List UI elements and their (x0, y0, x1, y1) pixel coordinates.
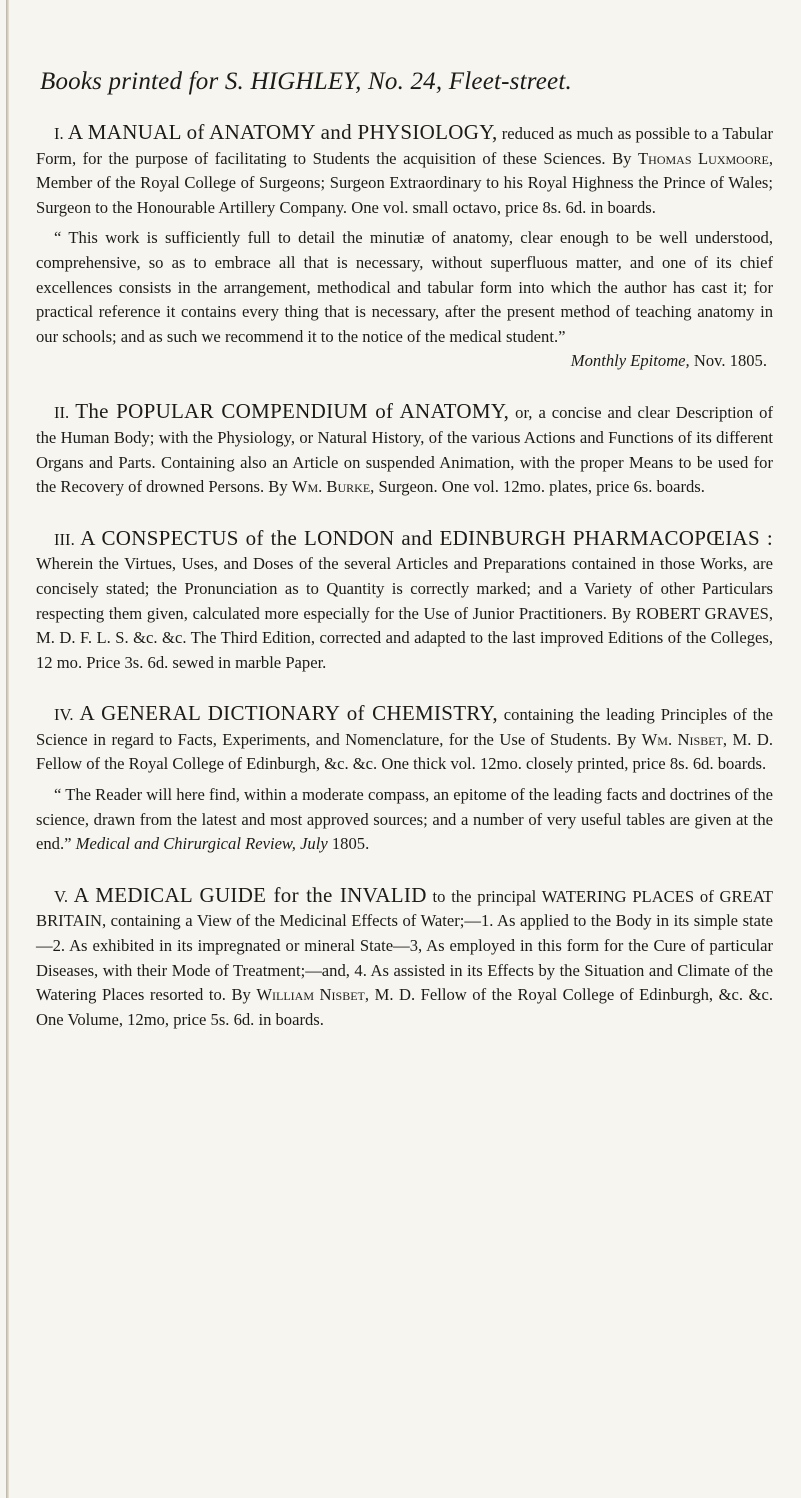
entry-description: containing the leading Principles of the Science in regard to Facts, Experiments, and Nomenclature, for the Use of Students. By (36, 705, 773, 749)
entry-body (36, 883, 773, 1033)
entry-title: A GENERAL DICTIONARY of CHEMISTRY, (79, 701, 498, 726)
entry-numeral: II. (54, 403, 70, 423)
entry-review (36, 226, 773, 373)
book-entry-2 (36, 399, 773, 499)
entry-numeral: V. (54, 886, 68, 906)
entry-description: Wherein the Virtues, Uses, and Doses of the several Articles and Preparations contained in those Works, are concisely stated; the Pronunciation as to Quantity is correctly marked; and a Variety of other Particulars respecting them given, calculated more especially for the Use of Junior Practitioners. By (36, 554, 773, 623)
entry-title: A MEDICAL GUIDE for the INVALID (73, 882, 427, 907)
book-entry-3 (36, 526, 773, 676)
entry-numeral: IV. (54, 705, 74, 725)
entry-description: to the principal WATERING PLACES of GREAT BRITAIN, containing a View of the Medicinal Effects of Water;—1. As applied to the Body in its simple state—2. As exhibited in its impregnated or mineral State—3, As employed in this form for the Cure of particular Diseases, with their Mode of Treatment;—and, 4. As assisted in its Effects by the Situation and Climate of the Watering Places resorted to. By (36, 886, 773, 1005)
entry-body (36, 120, 773, 220)
review-text: “ This work is sufficiently full to detail the minutiæ of anatomy, clear enough to be well understood, comprehensive, so as to embrace all that is necessary, without superfluous matter, and one of its chief excellences consists in the arrangement, methodical and tabular form into which the author has cast it; for practical reference it contains every thing that is necessary, after the present method of teaching anatomy in our schools; and as such we recommend it to the notice of the medical student.” (36, 228, 773, 346)
entry-body (36, 526, 773, 676)
entry-body (36, 701, 773, 777)
entry-title: A CONSPECTUS of the LONDON and EDINBURGH PHARMACOPŒIAS : (80, 525, 773, 550)
entry-title: The POPULAR COMPENDIUM of ANATOMY, (75, 399, 510, 424)
entry-description: reduced as much as possible to a Tabular Form, for the purpose of facilitating to Students the acquisition of these Sciences. By (36, 124, 773, 168)
entry-details: Fellow of the Royal College of Edinburgh, &c. &c. One thick vol. 12mo. closely printed, price 8s. 6d. boards. (36, 754, 767, 774)
entry-details: M. D. Fellow of the Royal College of Edinburgh, &c. &c. One Volume, 12mo, price 5s. 6d. in boards. (36, 985, 773, 1029)
entry-details: Member of the Royal College of Surgeons; Surgeon Extraordinary to his Royal Highness the Prince of Wales; Surgeon to the Honourable Artillery Company. One vol. small octavo, price 8s. 6d. in boards. (36, 173, 773, 217)
entry-numeral: III. (54, 529, 75, 549)
entry-details: The Third Edition, corrected and adapted to the last improved Editions of the Colleges, 12 mo. Price 3s. 6d. sewed in marble Paper. (36, 628, 773, 672)
entry-description: or, a concise and clear Description of the Human Body; with the Physiology, or Natural History, of the various Actions and Functions of its different Organs and Parts. Containing also an Article on suspended Animation, with the proper Means to be used for the Recovery of drowned Persons. By (36, 403, 773, 497)
entry-author: Thomas Luxmoore, (638, 148, 773, 168)
entry-author: William Nisbet, (256, 985, 370, 1005)
review-paragraph (36, 783, 773, 857)
review-source: Monthly Epitome, (570, 351, 690, 371)
review-date: Nov. 1805. (693, 351, 767, 371)
page-header (40, 68, 773, 96)
entry-author: ROBERT GRAVES, M. D. F. L. S. &c. &c. (36, 603, 774, 648)
review-citation (36, 349, 767, 373)
entry-title: A MANUAL of ANATOMY and PHYSIOLOGY, (67, 120, 498, 144)
entry-details: Surgeon. One vol. 12mo. plates, price 6s. boards. (378, 477, 705, 497)
header-title: Books printed for S. HIGHLEY, No. 24, Fleet-street. (40, 68, 572, 95)
book-entry-5 (36, 883, 773, 1033)
review-source: Medical and Chirurgical Review, July (75, 834, 328, 854)
entry-author: Wm. Burke, (291, 477, 375, 497)
review-date: 1805. (331, 834, 370, 854)
entry-body (36, 399, 773, 499)
entry-review (36, 783, 773, 857)
book-entry-1 (36, 120, 773, 373)
entry-numeral: I. (54, 124, 64, 143)
review-text: “ The Reader will here find, within a moderate compass, an epitome of the leading facts and doctrines of the science, drawn from the latest and most approved sources; and a number of very useful tables are given at the end.” (36, 785, 773, 854)
book-entry-4 (36, 701, 773, 857)
entry-author: Wm. Nisbet, M. D. (641, 729, 774, 749)
